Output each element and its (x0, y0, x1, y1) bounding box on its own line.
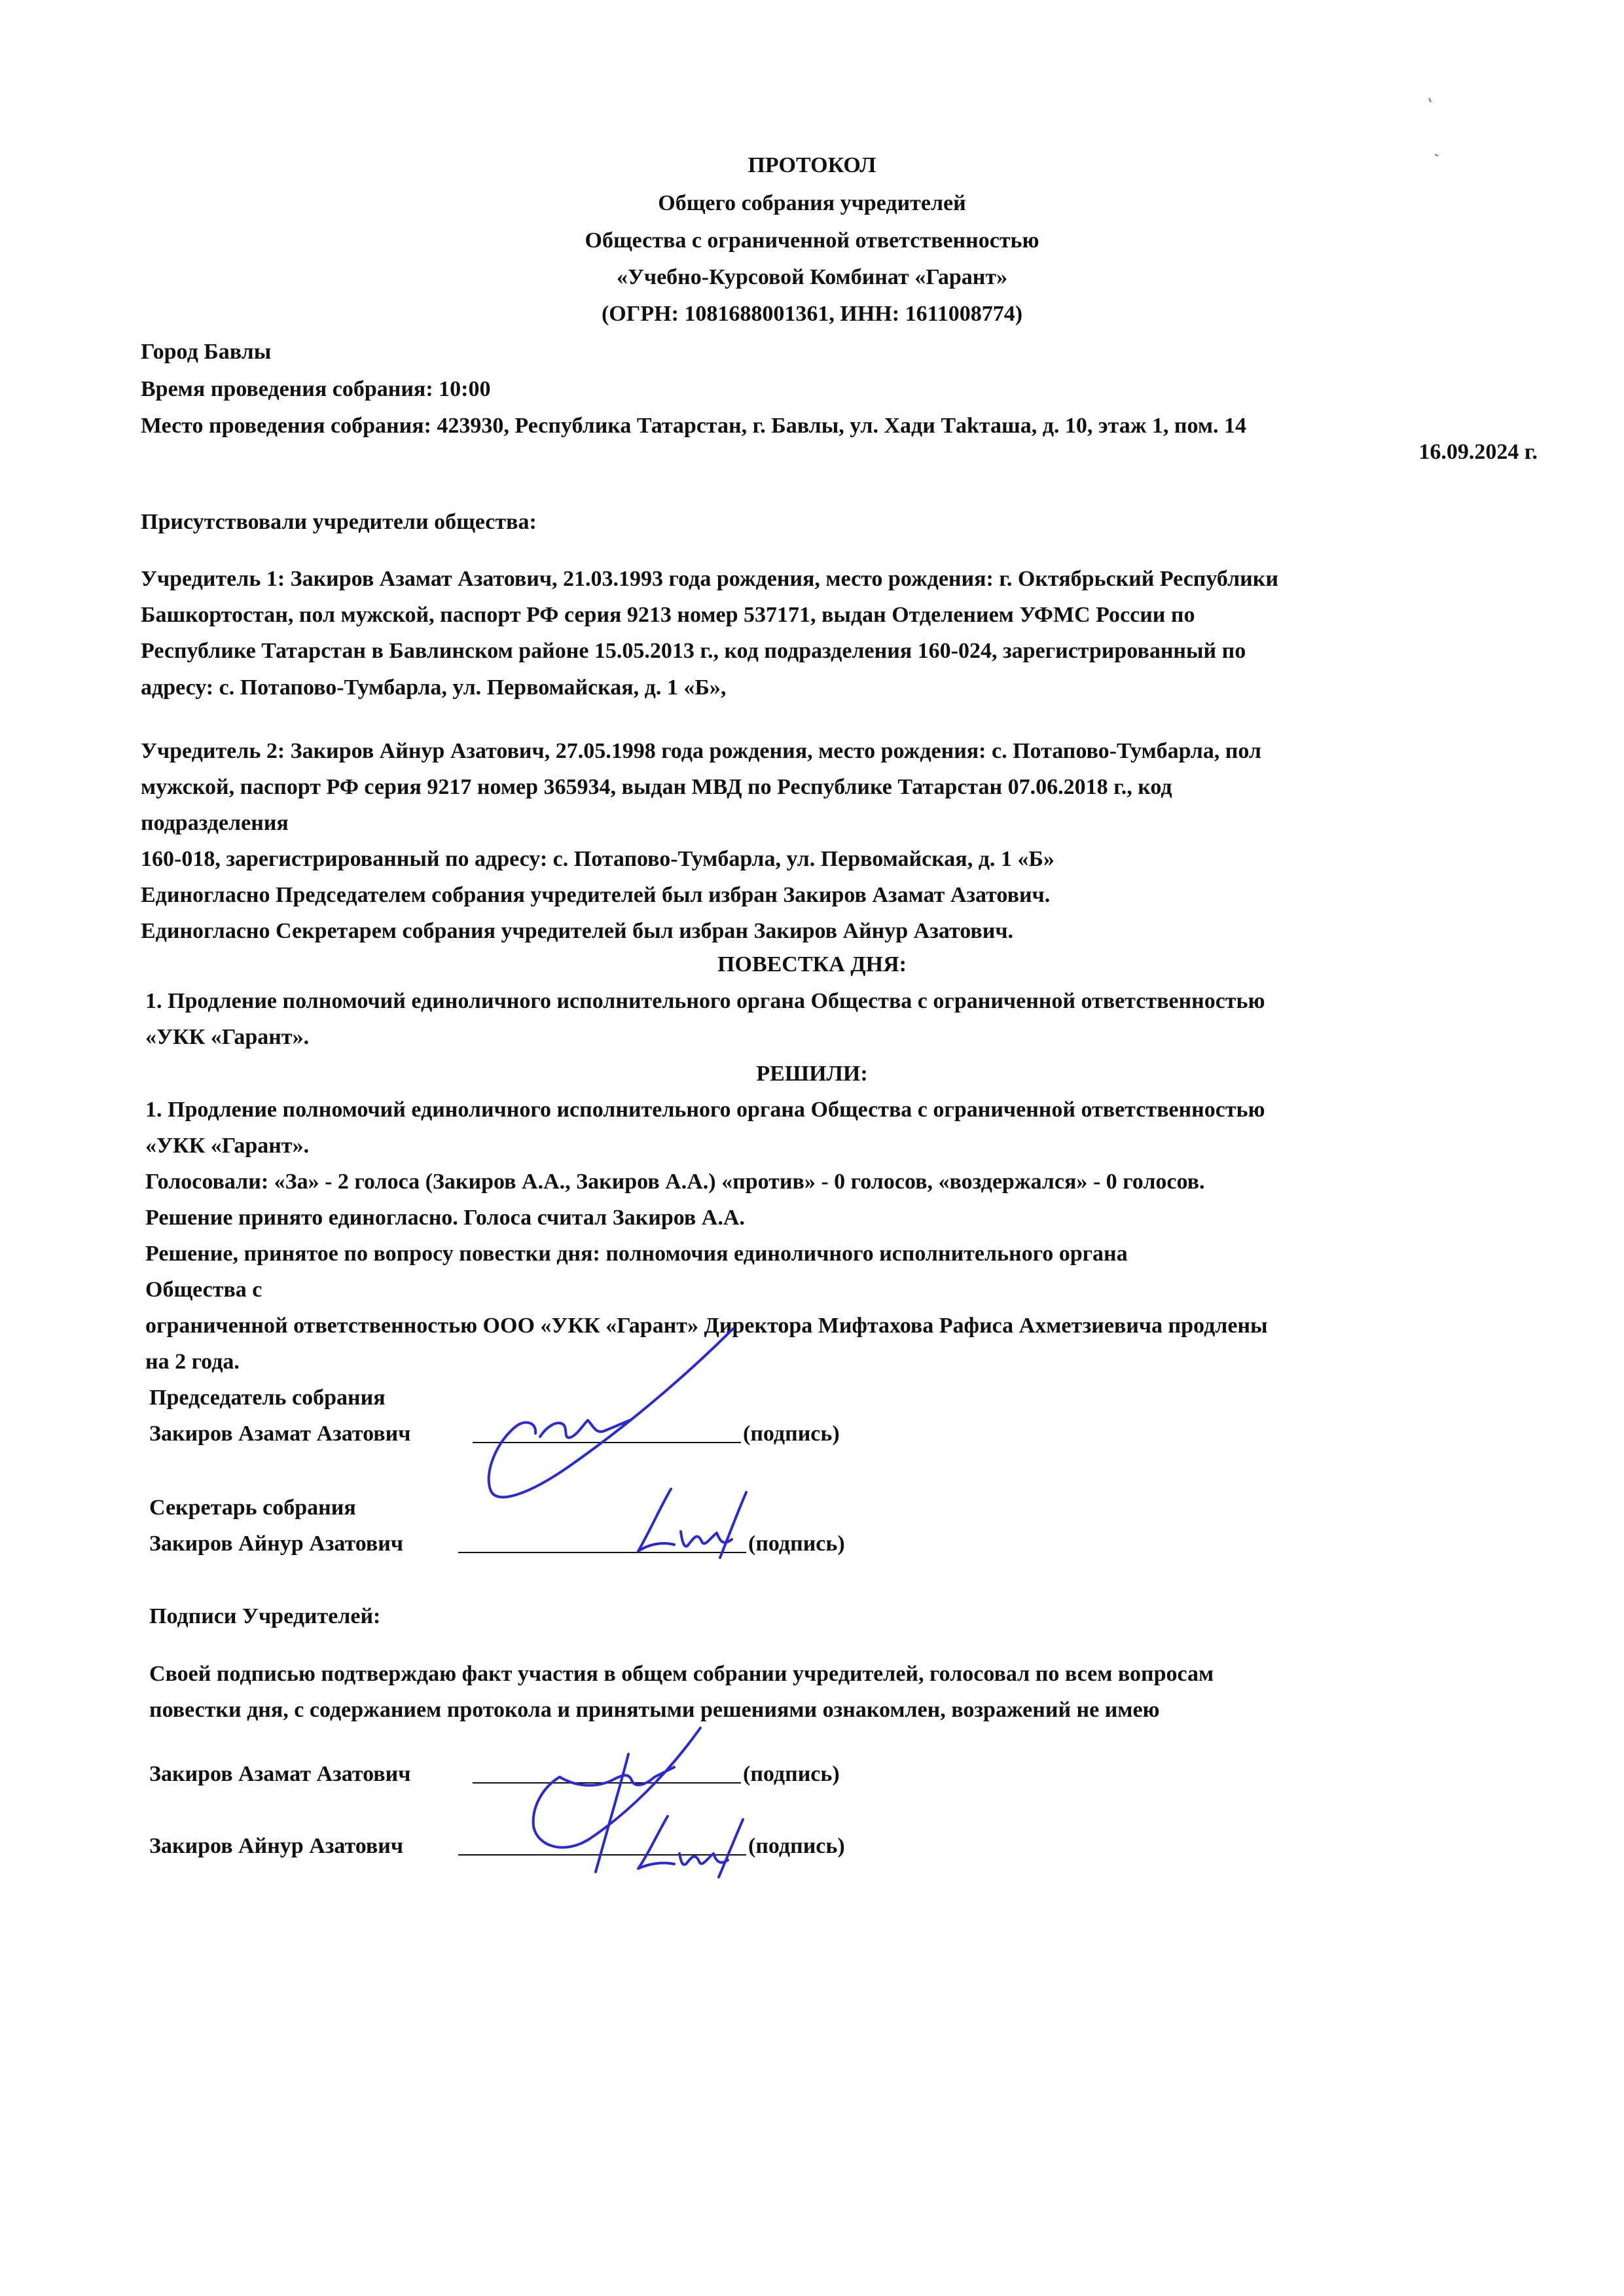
founder1-line: Учредитель 1: Закиров Азамат Азатович, 21.03.1993 года рождения, место рождения: г. Октябрьский Республики (141, 567, 1278, 591)
founder1-sign-note: (подпись) (743, 1762, 840, 1786)
decision-line: «УКК «Гарант». (145, 1134, 310, 1158)
chairman-sign-note: (подпись) (743, 1422, 840, 1446)
founder2-line: мужской, паспорт РФ серия 9217 номер 365934, выдан МВД по Республике Татарстан 07.06.2018 г., код (141, 775, 1172, 799)
founders-signatures-heading: Подписи Учредителей: (149, 1604, 381, 1628)
decision-line: 1. Продление полномочий единоличного исполнительного органа Общества с ограниченной ответственностью (145, 1098, 1265, 1122)
meeting-date: 16.09.2024 г. (1418, 440, 1538, 464)
decision-line: ограниченной ответственностью ООО «УКК «Гарант» Директора Мифтахова Рафиса Ахметзиевича продлены (145, 1314, 1268, 1338)
agenda-item-line: 1. Продление полномочий единоличного исполнительного органа Общества с ограниченной ответственностью (145, 989, 1265, 1013)
agenda-item-line: «УКК «Гарант». (145, 1025, 310, 1049)
confirmation-line: повестки дня, с содержанием протокола и принятыми решениями ознакомлен, возражений не имею (149, 1698, 1160, 1722)
founder1-line: адресу: с. Потапово-Тумбарла, ул. Первомайская, д. 1 «Б», (141, 675, 727, 700)
founder2-sign-note: (подпись) (748, 1834, 845, 1858)
decision-vote-line: Голосовали: «За» - 2 голоса (Закиров А.А., Закиров А.А.) «против» - 0 голосов, «воздержался» - 0 голосов. (145, 1170, 1205, 1194)
attendance-heading: Присутствовали учредители общества: (141, 510, 537, 534)
meeting-place: Место проведения собрания: 423930, Республика Татарстан, г. Бавлы, ул. Хади Тakташа, д. 10, этаж 1, пом. 14 (141, 414, 1246, 438)
founder1-signature-name: Закиров Азамат Азатович (149, 1762, 411, 1786)
confirmation-line: Своей подписью подтверждаю факт участия в общем собрании учредителей, голосовал по всем вопросам (149, 1662, 1214, 1686)
chairman-label: Председатель собрания (149, 1386, 386, 1410)
header-line-company-name: «Учебно-Курсовой Комбинат «Гарант» (616, 265, 1008, 289)
decision-line: Общества с (145, 1278, 262, 1302)
document-title: ПРОТОКОЛ (748, 153, 876, 177)
founder1-line: Башкортостан, пол мужской, паспорт РФ серия 9213 номер 537171, выдан Отделением УФМС России по (141, 603, 1195, 627)
secretary-elected: Единогласно Секретарем собрания учредителей был избран Закиров Айнур Азатович. (141, 919, 1014, 943)
decision-line: Решение, принятое по вопросу повестки дня: полномочия единоличного исполнительного органа (145, 1242, 1128, 1266)
founder2-line: подразделения (141, 811, 289, 835)
header-line-registration: (ОГРН: 1081688001361, ИНН: 1611008774) (601, 302, 1023, 326)
founder2-signature-name: Закиров Айнур Азатович (149, 1834, 404, 1858)
secretary-name: Закиров Айнур Азатович (149, 1532, 404, 1556)
founder2-line: Учредитель 2: Закиров Айнур Азатович, 27.05.1998 года рождения, место рождения: с. Потапово-Тумбарла, пол (141, 739, 1262, 763)
chairman-name: Закиров Азамат Азатович (149, 1422, 411, 1446)
decision-line: на 2 года. (145, 1350, 240, 1374)
founder1-line: Республике Татарстан в Бавлинском районе 15.05.2013 г., код подразделения 160-024, зарегистрированный по (141, 639, 1246, 663)
secretary-handwritten-signature (583, 1479, 772, 1571)
decision-heading: РЕШИЛИ: (756, 1062, 868, 1086)
meeting-time: Время проведения собрания: 10:00 (141, 377, 491, 401)
founder2-line: 160-018, зарегистрированный по адресу: с. Потапово-Тумбарла, ул. Первомайская, д. 1 «Б» (141, 847, 1055, 871)
meeting-city: Город Бавлы (141, 340, 272, 364)
secretary-label: Секретарь собрания (149, 1496, 356, 1520)
agenda-heading: ПОВЕСТКА ДНЯ: (717, 952, 907, 977)
founder2-handwritten-signature (576, 1806, 766, 1885)
decision-line: Решение принято единогласно. Голоса считал Закиров А.А. (145, 1206, 745, 1230)
chairman-elected: Единогласно Председателем собрания учредителей был избран Закиров Азамат Азатович. (141, 883, 1051, 907)
header-line-assembly: Общего собрания учредителей (658, 191, 966, 215)
header-line-company-type: Общества с ограниченной ответственностью (585, 228, 1039, 253)
secretary-sign-note: (подпись) (748, 1532, 845, 1556)
